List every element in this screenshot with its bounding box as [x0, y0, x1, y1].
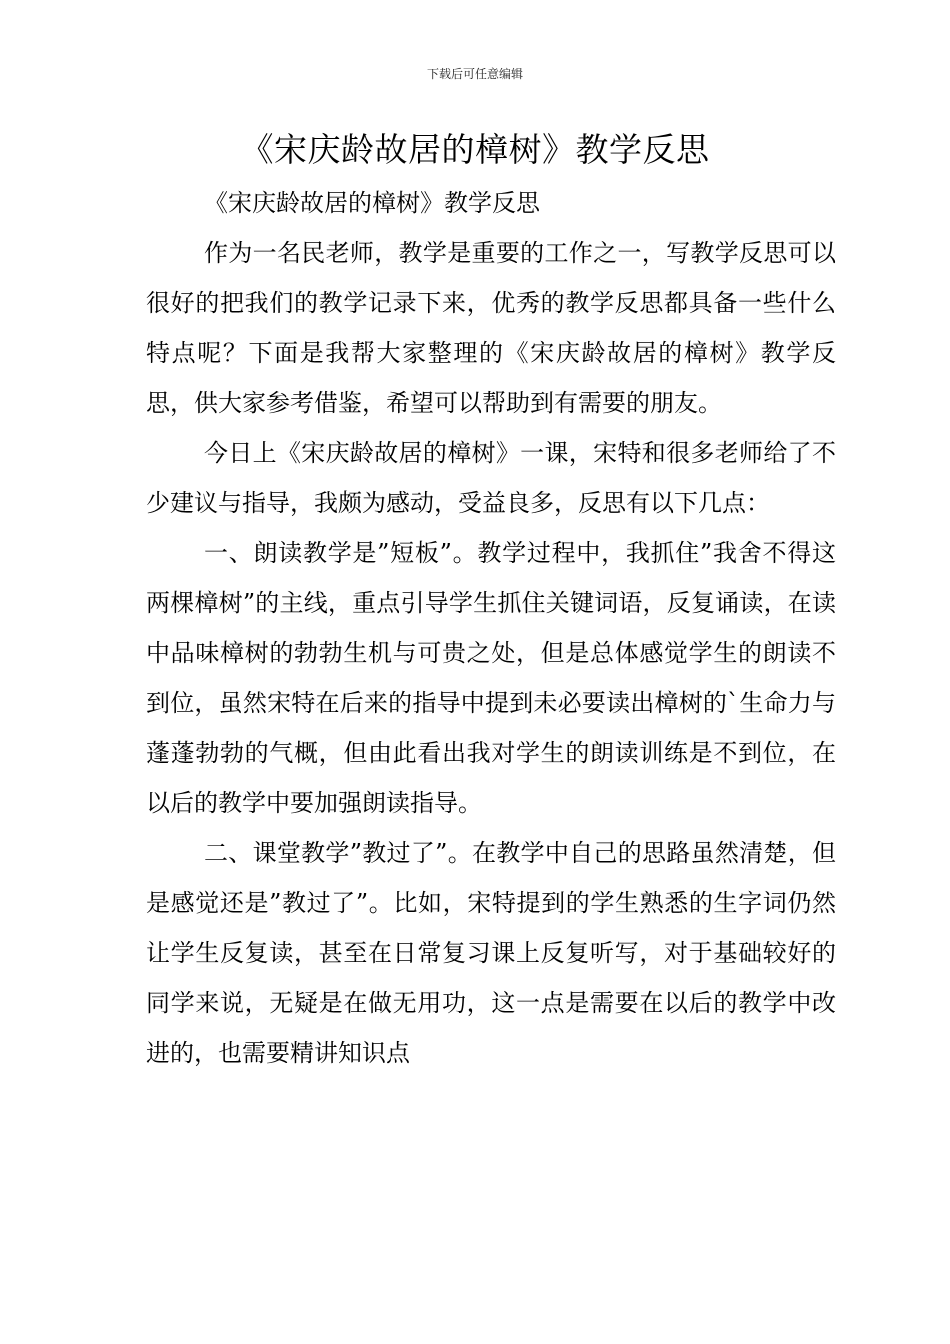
- paragraph-intro: 作为一名民老师，教学是重要的工作之一，写教学反思可以很好的把我们的教学记录下来，优秀的教学反思都具备一些什么特点呢？下面是我帮大家整理的《宋庆龄故居的樟树》教学反思，供大家参考借鉴，希望可以帮助到有需要的朋友。: [146, 239, 836, 417]
- document-title: 《宋庆龄故居的樟树》教学反思: [240, 130, 710, 169]
- paragraph-point-one: 一、朗读教学是”短板”。教学过程中，我抓住”我舍不得这两棵樟树”的主线，重点引导学生抓住关键词语，反复诵读，在读中品味樟树的勃勃生机与可贵之处，但是总体感觉学生的朗读不到位，虽然宋特在后来的指导中提到未必要读出樟树的`生命力与蓬蓬勃勃的气概，但由此看出我对学生的朗读训练是不到位，在以后的教学中要加强朗读指导。: [146, 539, 836, 817]
- document-subtitle: 《宋庆龄故居的樟树》教学反思: [204, 189, 540, 217]
- paragraph-lesson: 今日上《宋庆龄故居的樟树》一课，宋特和很多老师给了不少建议与指导，我颇为感动，受益良多，反思有以下几点：: [146, 439, 836, 517]
- header-note: 下载后可任意编辑: [426, 67, 523, 81]
- paragraph-point-two: 二、课堂教学”教过了”。在教学中自己的思路虽然清楚，但是感觉还是”教过了”。比如，宋特提到的学生熟悉的生字词仍然让学生反复读，甚至在日常复习课上反复听写，对于基础较好的同学来说，无疑是在做无用功，这一点是需要在以后的教学中改进的，也需要精讲知识点: [146, 839, 836, 1067]
- document-body: [146, 178, 836, 1078]
